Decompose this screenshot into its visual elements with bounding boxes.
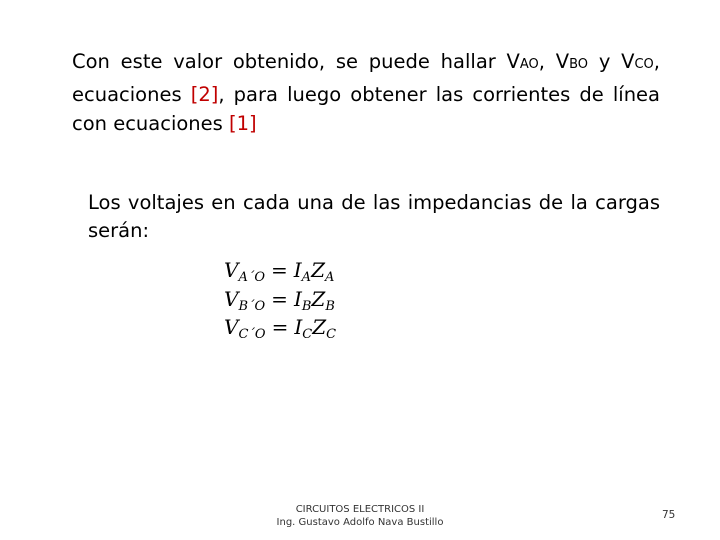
- page-number: 75: [662, 509, 676, 521]
- footer-author: Ing. Gustavo Adolfo Nava Bustillo: [276, 517, 444, 528]
- para1-text-1: Con este valor obtenido, se puede hallar V: [72, 50, 520, 73]
- slide-footer: [260, 503, 460, 529]
- reference-1: [1]: [229, 112, 257, 135]
- para1-sub-bo: BO: [569, 57, 589, 72]
- reference-2: [2]: [190, 82, 219, 106]
- para1-text-2: , V: [538, 50, 570, 73]
- equation-row: $V_{C´O} = I_CZ_C$: [224, 315, 337, 342]
- voltages-paragraph: Los voltajes en cada una de las impedancias de la cargas serán:: [88, 191, 660, 242]
- intro-paragraph: [72, 47, 660, 139]
- para1-text-4: , ecuaciones: [72, 50, 660, 106]
- equations-block: [224, 256, 336, 342]
- footer-course-title: CIRCUITOS ELECTRICOS II: [295, 504, 425, 515]
- para1-text-5: , para luego obtener las corrientes de línea con ecuaciones: [72, 82, 661, 135]
- equation-row: $V_{A´O} = I_AZ_A$: [224, 258, 335, 285]
- para1-sub-ao: AO: [519, 57, 539, 72]
- para1-sub-co: CO: [634, 57, 654, 72]
- equation-row: $V_{B´O} = I_BZ_B$: [224, 286, 335, 314]
- para1-text-3: y V: [588, 50, 635, 73]
